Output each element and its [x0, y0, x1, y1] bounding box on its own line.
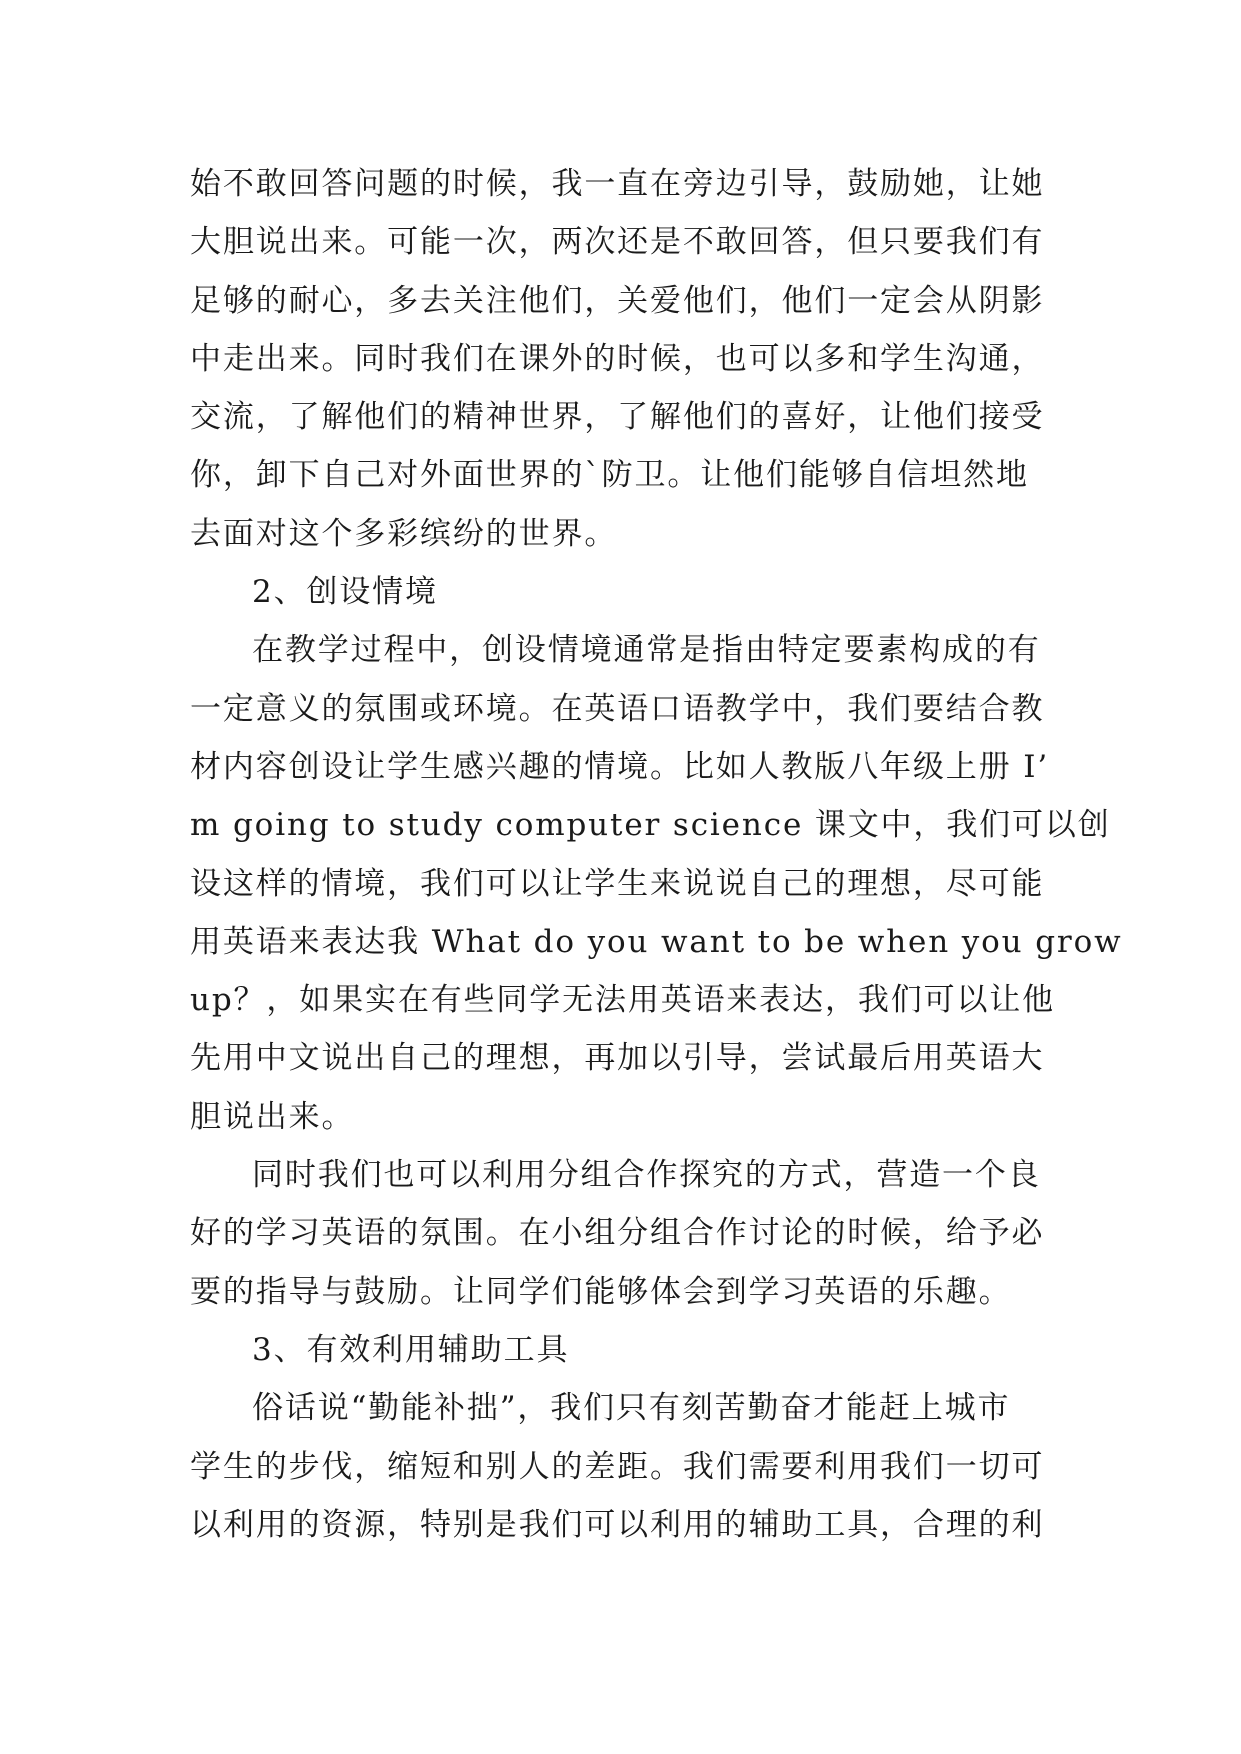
body-line: 学生的步伐，缩短和别人的差距。我们需要利用我们一切可	[190, 1448, 1045, 1485]
document-body	[190, 155, 1123, 1554]
paragraph-first-line: 在教学过程中，创设情境通常是指由特定要素构成的有	[252, 632, 1041, 669]
body-line: 大胆说出来。可能一次，两次还是不敢回答，但只要我们有	[190, 224, 1045, 261]
paragraph-first-line: 俗话说“勤能补拙”，我们只有刻苦勤奋才能赶上城市	[252, 1390, 1011, 1427]
body-line: m going to study computer science 课文中，我们可以创	[190, 807, 1111, 844]
body-line: 先用中文说出自己的理想，再加以引导，尝试最后用英语大	[190, 1040, 1045, 1077]
body-line: 材内容创设让学生感兴趣的情境。比如人教版八年级上册 I’	[190, 748, 1050, 785]
body-line: 交流，了解他们的精神世界，了解他们的喜好，让他们接受	[190, 399, 1045, 436]
body-line: 好的学习英语的氛围。在小组分组合作讨论的时候，给予必	[190, 1215, 1045, 1252]
section-heading: 3、有效利用辅助工具	[252, 1331, 570, 1368]
body-line: 一定意义的氛围或环境。在英语口语教学中，我们要结合教	[190, 690, 1045, 727]
body-line: 以利用的资源，特别是我们可以利用的辅助工具，合理的利	[190, 1506, 1045, 1543]
body-line: 要的指导与鼓励。让同学们能够体会到学习英语的乐趣。	[190, 1273, 1012, 1310]
section-heading: 2、创设情境	[252, 574, 438, 611]
body-line: 你，卸下自己对外面世界的`防卫。让他们能够自信坦然地	[190, 457, 1029, 494]
body-line: 始不敢回答问题的时候，我一直在旁边引导，鼓励她，让她	[190, 166, 1045, 202]
body-line: 用英语来表达我 What do you want to be when you grow	[190, 923, 1123, 960]
body-line: 去面对这个多彩缤纷的世界。	[190, 515, 618, 552]
body-line: 设这样的情境，我们可以让学生来说说自己的理想，尽可能	[190, 865, 1045, 902]
body-line: 中走出来。同时我们在课外的时候，也可以多和学生沟通，	[190, 340, 1045, 377]
paragraph-first-line: 同时我们也可以利用分组合作探究的方式，营造一个良	[252, 1157, 1041, 1194]
body-line: 足够的耐心，多去关注他们，关爱他们，他们一定会从阴影	[190, 282, 1045, 319]
body-line: up？，如果实在有些同学无法用英语来表达，我们可以让他	[190, 982, 1056, 1019]
body-line: 胆说出来。	[190, 1098, 355, 1135]
